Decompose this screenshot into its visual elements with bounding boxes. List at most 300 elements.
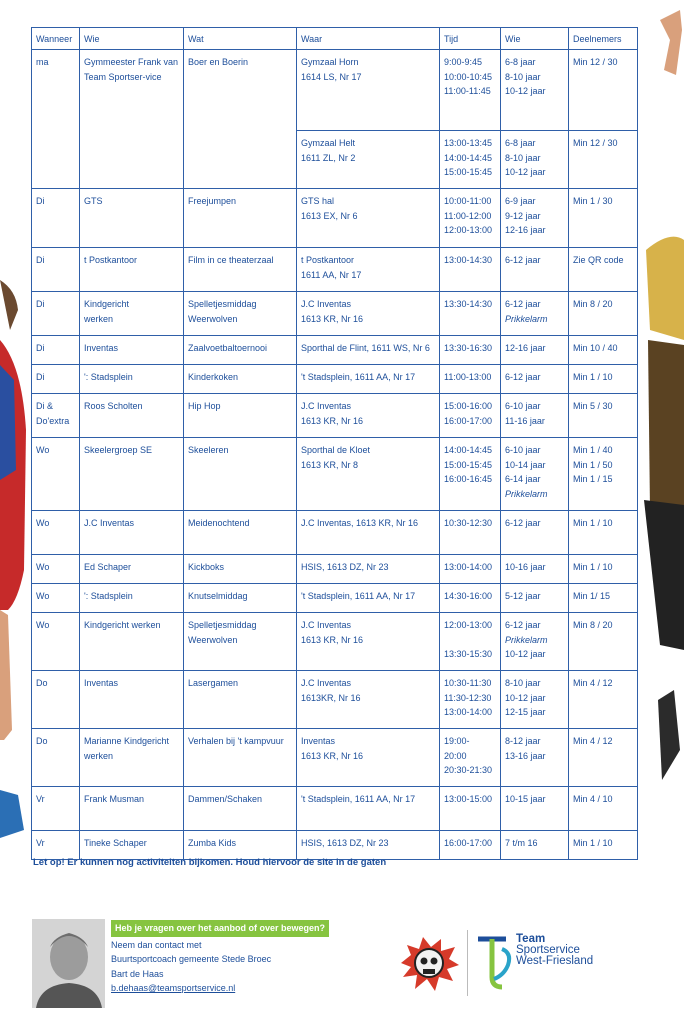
table-row: [32, 248, 638, 292]
table-row: [32, 671, 638, 729]
cell-waar: [297, 613, 440, 671]
deelnemers-text: Min 12 / 30: [573, 138, 618, 148]
cell-deelnemers: [569, 336, 638, 365]
deelnemers-text: Min 8 / 20: [573, 299, 613, 309]
cell-leeftijd: [501, 292, 569, 336]
cell-wie: [80, 365, 184, 394]
wat-text: Spelletjesmiddag: [188, 620, 257, 630]
cell-wanneer: [32, 292, 80, 336]
cell-wie: [80, 189, 184, 248]
cell-wanneer: [32, 365, 80, 394]
waar-text: t Postkantoor: [301, 255, 355, 265]
contact-line-2: Buurtsportcoach gemeente Stede Broec: [111, 954, 272, 964]
wie-text: Inventas: [84, 343, 119, 353]
deelnemers-text: Min 4 / 12: [573, 678, 613, 688]
waar-text: J.C Inventas: [301, 620, 352, 630]
cell-wie: [80, 511, 184, 555]
header-leeftijd: Wie: [501, 28, 569, 50]
cell-tijd: [440, 511, 501, 555]
cell-deelnemers: [569, 787, 638, 831]
leeftijd-text: 8-10 jaar: [505, 71, 541, 82]
cell-wanneer: [32, 555, 80, 584]
brand-line-3: West-Friesland: [516, 955, 594, 967]
cell-tijd: [440, 613, 501, 671]
cell-wie: [80, 50, 184, 189]
cell-waar: [297, 787, 440, 831]
wanneer-text: Do: [36, 678, 48, 688]
leeftijd-text: 6-8 jaar: [505, 57, 536, 67]
waar-text: Inventas: [301, 736, 336, 746]
tijd-text: 19:00-: [444, 736, 470, 746]
wat-text: Verhalen bij 't kampvuur: [188, 736, 284, 746]
tijd-text: 12:00-13:00: [444, 620, 493, 630]
cell-wat: [184, 292, 297, 336]
cell-wat: [184, 438, 297, 511]
tijd-text: 10:30-12:30: [444, 518, 493, 528]
deelnemers-text: Min 5 / 30: [573, 401, 613, 411]
table-row: [32, 584, 638, 613]
deelnemers-text: Zie QR code: [573, 255, 624, 265]
tijd-text: 13:00-14:00: [444, 562, 493, 572]
cell-wanneer: [32, 729, 80, 787]
cell-wie: [80, 336, 184, 365]
header-tijd: Tijd: [440, 28, 501, 50]
waar-text: Gymzaal Helt: [301, 138, 356, 148]
leeftijd-text: 6-14 jaar: [505, 474, 541, 484]
tijd-text: 16:00-17:00: [444, 415, 493, 426]
cell-deelnemers: [569, 50, 638, 131]
cell-wat: [184, 394, 297, 438]
leeftijd-text: 6-12 jaar: [505, 299, 541, 309]
cell-wat: [184, 365, 297, 394]
cell-tijd: [440, 584, 501, 613]
deelnemers-text: Min 1 / 10: [573, 838, 613, 848]
table-row: [32, 292, 638, 336]
waar-text: Sporthal de Kloet: [301, 445, 371, 455]
wanneer-text: Di: [36, 343, 45, 353]
waar-text: Sporthal de Flint, 1611 WS, Nr 6: [301, 343, 430, 353]
team-sportservice-logo-icon: [474, 933, 514, 993]
cell-leeftijd: [501, 189, 569, 248]
wie-text: Skeelergroep SE: [84, 445, 153, 455]
wanneer-text: Di &: [36, 401, 54, 411]
deelnemers-text: Min 1 / 40: [573, 445, 613, 455]
cell-wat: [184, 831, 297, 860]
leeftijd-text: 6-12 jaar: [505, 372, 541, 382]
cell-waar: [297, 555, 440, 584]
waar-text: J.C Inventas: [301, 401, 352, 411]
cell-leeftijd: [501, 729, 569, 787]
cell-wanneer: [32, 584, 80, 613]
wie-text: ': Stadsplein: [84, 372, 133, 382]
cell-tijd: [440, 365, 501, 394]
tijd-text: 10:00-10:45: [444, 71, 493, 82]
wie-text: Gymmeester Frank van Team Sportser-vice: [84, 57, 179, 82]
table-row: [32, 394, 638, 438]
cell-tijd: [440, 248, 501, 292]
cell-leeftijd: [501, 394, 569, 438]
leeftijd-text: 12-16 jaar: [505, 225, 546, 235]
leeftijd-text: 12-15 jaar: [505, 707, 546, 717]
tijd-text: 16:00-17:00: [444, 838, 493, 848]
cell-tijd: [440, 555, 501, 584]
waar-text: 't Stadsplein, 1611 AA, Nr 17: [301, 372, 416, 382]
cell-waar: [297, 248, 440, 292]
cell-wat: [184, 613, 297, 671]
waar-text: Gymzaal Horn: [301, 57, 359, 67]
cell-wie: [80, 555, 184, 584]
tijd-text: 15:00-15:45: [444, 459, 493, 470]
tijd-text: 14:00-14:45: [444, 152, 493, 163]
wat-text: Meidenochtend: [188, 518, 250, 528]
wanneer-text: Wo: [36, 620, 50, 630]
waar-text: 1613KR, Nr 16: [301, 692, 361, 703]
tijd-text: 20:00: [444, 750, 467, 761]
cell-waar: [297, 584, 440, 613]
table-row: [32, 787, 638, 831]
cell-leeftijd: [501, 248, 569, 292]
cell-leeftijd: [501, 336, 569, 365]
deelnemers-text: Min 4 / 12: [573, 736, 613, 746]
leeftijd-text: 6-10 jaar: [505, 445, 541, 455]
leeftijd-text: 5-12 jaar: [505, 591, 541, 601]
cell-wat: [184, 50, 297, 189]
wie-text: Tineke Schaper: [84, 838, 147, 848]
team-sportservice-logo-text: [516, 934, 593, 967]
cell-waar: [297, 365, 440, 394]
cell-wie: [80, 584, 184, 613]
waar-text: 1613 KR, Nr 8: [301, 459, 359, 470]
tijd-text: 13:00-15:00: [444, 794, 493, 804]
leeftijd-text: 10-14 jaar: [505, 459, 546, 470]
waar-text: 1611 ZL, Nr 2: [301, 152, 356, 163]
cell-tijd: [440, 831, 501, 860]
wanneer-text: Vr: [36, 794, 45, 804]
tijd-text: [444, 633, 496, 648]
wat-text: Zumba Kids: [188, 838, 237, 848]
wie-text: Marianne Kindgericht werken: [84, 736, 170, 761]
cell-wanneer: [32, 336, 80, 365]
cell-wie: [80, 394, 184, 438]
cell-deelnemers: [569, 189, 638, 248]
cell-wanneer: [32, 248, 80, 292]
cell-deelnemers: [569, 438, 638, 511]
tijd-text: 13:00-14:30: [444, 255, 493, 265]
cell-wanneer: [32, 613, 80, 671]
cell-wat: [184, 787, 297, 831]
deelnemers-text: Min 8 / 20: [573, 620, 613, 630]
waar-text: J.C Inventas: [301, 678, 352, 688]
cell-wie: [80, 729, 184, 787]
deelnemers-text: Min 12 / 30: [573, 57, 618, 67]
cell-tijd: [440, 336, 501, 365]
waar-text: 't Stadsplein, 1611 AA, Nr 17: [301, 794, 416, 804]
tijd-text: 20:30-21:30: [444, 765, 493, 775]
cell-deelnemers: [569, 555, 638, 584]
waar-text: 1614 LS, Nr 17: [301, 71, 362, 82]
wat-text: Knutselmiddag: [188, 591, 248, 601]
leeftijd-text: 10-12 jaar: [505, 167, 546, 177]
tijd-text: 16:00-16:45: [444, 474, 493, 484]
header-waar: Waar: [297, 28, 440, 50]
cell-wie: [80, 671, 184, 729]
tijd-text: 12:00-13:00: [444, 225, 493, 235]
cell-leeftijd: [501, 831, 569, 860]
wanneer-text: Wo: [36, 591, 50, 601]
waar-text: HSIS, 1613 DZ, Nr 23: [301, 838, 389, 848]
wie-text: Ed Schaper: [84, 562, 132, 572]
cell-leeftijd: [501, 613, 569, 671]
leeftijd-text: 10-16 jaar: [505, 562, 546, 572]
cell-wat: [184, 555, 297, 584]
wie-text: Inventas: [84, 678, 119, 688]
leeftijd-text: 6-12 jaar: [505, 255, 541, 265]
cell-wie: [80, 831, 184, 860]
wie-text: J.C Inventas: [84, 518, 135, 528]
leeftijd-text: 13-16 jaar: [505, 750, 546, 761]
wat-text: Hip Hop: [188, 401, 221, 411]
cell-tijd: [440, 671, 501, 729]
table-header-row: [32, 28, 638, 50]
wie-text: Kindgericht werken: [84, 620, 161, 630]
tijd-text: 10:00-11:00: [444, 196, 492, 206]
cell-waar: [297, 50, 440, 131]
table-row: [32, 831, 638, 860]
cell-deelnemers: [569, 511, 638, 555]
tijd-text: 13:00-13:45: [444, 138, 493, 148]
person-portrait-icon: [32, 919, 105, 1008]
wat-text: Kickboks: [188, 562, 225, 572]
table-row: [32, 336, 638, 365]
contact-name: Bart de Haas: [111, 968, 164, 979]
wanneer-text: Di: [36, 372, 45, 382]
deelnemers-text: Min 1 / 10: [573, 562, 613, 572]
wie-text: GTS: [84, 196, 103, 206]
cell-wanneer: [32, 671, 80, 729]
leeftijd-text: 10-12 jaar: [505, 86, 546, 96]
tijd-text: 14:30-16:00: [444, 591, 493, 601]
leeftijd-text: 7 t/m 16: [505, 838, 538, 848]
tijd-text: 11:00-13:00: [444, 372, 492, 382]
cell-tijd: [440, 787, 501, 831]
wat-text: Spelletjesmiddag: [188, 299, 257, 309]
wie-text: ': Stadsplein: [84, 591, 133, 601]
tijd-text: 11:30-12:30: [444, 692, 492, 703]
tijd-text: 11:00-11:45: [444, 86, 491, 96]
leeftijd-text: 6-8 jaar: [505, 138, 536, 148]
cell-leeftijd: [501, 511, 569, 555]
cell-wat: [184, 189, 297, 248]
cell-deelnemers: [569, 584, 638, 613]
wat-text: Dammen/Schaken: [188, 794, 263, 804]
cell-deelnemers: [569, 248, 638, 292]
cell-tijd: [440, 292, 501, 336]
wat-text: Lasergamen: [188, 678, 239, 688]
tijd-text: 13:30-15:30: [444, 649, 493, 659]
cell-wat: [184, 584, 297, 613]
wat-text: Skeeleren: [188, 445, 229, 455]
wanneer-text: Di: [36, 255, 45, 265]
cell-waar: [297, 831, 440, 860]
cell-waar: [297, 131, 440, 189]
tijd-text: 13:30-16:30: [444, 343, 493, 353]
deelnemers-text: Min 4 / 10: [573, 794, 613, 804]
table-row: [32, 511, 638, 555]
cell-deelnemers: [569, 831, 638, 860]
wie-text: Kindgericht: [84, 299, 130, 309]
cell-waar: [297, 671, 440, 729]
contact-email-link[interactable]: b.dehaas@teamsportservice.nl: [111, 983, 236, 993]
cell-leeftijd: [501, 671, 569, 729]
wanneer-text: Do: [36, 736, 48, 746]
tijd-text: 13:00-14:00: [444, 707, 493, 717]
wat-text: Film in ce theaterzaal: [188, 255, 274, 265]
tijd-text: 15:00-16:00: [444, 401, 493, 411]
cell-tijd: [440, 131, 501, 189]
wie-text: Frank Musman: [84, 794, 145, 804]
header-wat: Wat: [184, 28, 297, 50]
leeftijd-text: Prikkelarm: [505, 313, 548, 324]
leeftijd-text: 10-12 jaar: [505, 649, 546, 659]
cell-waar: [297, 292, 440, 336]
brand-line-2: Sportservice: [516, 944, 580, 956]
cell-waar: [297, 438, 440, 511]
waar-text: J.C Inventas, 1613 KR, Nr 16: [301, 518, 419, 528]
tijd-text: 10:30-11:30: [444, 678, 492, 688]
wat-text: Weerwolven: [188, 634, 238, 645]
cell-wat: [184, 248, 297, 292]
cell-leeftijd: [501, 584, 569, 613]
cell-leeftijd: [501, 787, 569, 831]
wanneer-text: Di: [36, 299, 45, 309]
wat-text: Freejumpen: [188, 196, 237, 206]
cell-wie: [80, 613, 184, 671]
cell-wanneer: [32, 394, 80, 438]
cell-tijd: [440, 50, 501, 131]
leeftijd-text: Prikkelarm: [505, 488, 548, 499]
leeftijd-text: 10-12 jaar: [505, 692, 546, 703]
notice-text: Let op! Er kunnen nog activiteiten bijkomen. Houd hiervoor de site in de gaten: [33, 857, 387, 868]
leeftijd-text: 10-15 jaar: [505, 794, 546, 804]
table-row: [32, 613, 638, 671]
deelnemers-text: Min 10 / 40: [573, 343, 618, 353]
wat-text: Weerwolven: [188, 313, 238, 324]
cell-wanneer: [32, 511, 80, 555]
table-row: [32, 555, 638, 584]
header-deelnemers: Deelnemers: [569, 28, 638, 50]
deelnemers-text: Min 1 / 10: [573, 372, 613, 382]
wat-text: Boer en Boerin: [188, 57, 249, 67]
cell-waar: [297, 394, 440, 438]
table-row: [32, 189, 638, 248]
deelnemers-text: Min 1 / 30: [573, 196, 613, 206]
waar-text: J.C Inventas: [301, 299, 352, 309]
athletes-right-image: [640, 0, 684, 790]
athlete-left-image: [0, 270, 28, 840]
cell-wanneer: [32, 831, 80, 860]
header-wie: Wie: [80, 28, 184, 50]
cell-deelnemers: [569, 671, 638, 729]
cell-deelnemers: [569, 613, 638, 671]
wat-text: Zaalvoetbaltoernooi: [188, 343, 268, 353]
cell-tijd: [440, 189, 501, 248]
contact-block: [111, 920, 329, 996]
wanneer-text: Wo: [36, 562, 50, 572]
tijd-text: 13:30-14:30: [444, 299, 493, 309]
tijd-text: 14:00-14:45: [444, 445, 493, 455]
cell-wat: [184, 729, 297, 787]
cell-wie: [80, 292, 184, 336]
cell-wat: [184, 336, 297, 365]
cell-deelnemers: [569, 131, 638, 189]
leeftijd-text: 6-12 jaar: [505, 518, 541, 528]
wanneer-text: ma: [36, 57, 49, 67]
waar-text: HSIS, 1613 DZ, Nr 23: [301, 562, 389, 572]
cell-wie: [80, 787, 184, 831]
wie-text: werken: [84, 313, 114, 324]
cell-deelnemers: [569, 394, 638, 438]
skull-mascot-logo-icon: [397, 933, 461, 995]
cell-leeftijd: [501, 50, 569, 131]
deelnemers-text: Min 1 / 50: [573, 459, 613, 470]
wie-text: t Postkantoor: [84, 255, 138, 265]
leeftijd-text: 6-10 jaar: [505, 401, 541, 411]
cell-wat: [184, 671, 297, 729]
logo-divider: [467, 930, 468, 996]
waar-text: 1613 KR, Nr 16: [301, 313, 364, 324]
waar-text: 't Stadsplein, 1611 AA, Nr 17: [301, 591, 416, 601]
cell-wanneer: [32, 438, 80, 511]
leeftijd-text: 11-16 jaar: [505, 415, 545, 426]
contact-line-1: Neem dan contact met: [111, 939, 202, 950]
cell-leeftijd: [501, 131, 569, 189]
wanneer-text: Di: [36, 196, 45, 206]
deelnemers-text: Min 1/ 15: [573, 591, 611, 601]
cell-tijd: [440, 438, 501, 511]
cell-wanneer: [32, 189, 80, 248]
cell-waar: [297, 336, 440, 365]
waar-text: GTS hal: [301, 196, 335, 206]
waar-text: 1613 KR, Nr 16: [301, 634, 364, 645]
contact-photo: [32, 919, 105, 1008]
leeftijd-text: 8-10 jaar: [505, 152, 541, 163]
leeftijd-text: Prikkelarm: [505, 634, 548, 645]
cell-deelnemers: [569, 292, 638, 336]
waar-text: 1611 AA, Nr 17: [301, 269, 362, 280]
waar-text: 1613 EX, Nr 6: [301, 210, 358, 221]
tijd-text: 15:00-15:45: [444, 167, 493, 177]
deelnemers-text: Min 1 / 10: [573, 518, 613, 528]
tijd-text: 9:00-9:45: [444, 57, 483, 67]
cell-wanneer: [32, 50, 80, 189]
cell-tijd: [440, 394, 501, 438]
leeftijd-text: 6-9 jaar: [505, 196, 536, 206]
deelnemers-text: Min 1 / 15: [573, 474, 613, 484]
cell-leeftijd: [501, 365, 569, 394]
wanneer-text: Wo: [36, 445, 50, 455]
table-row: [32, 50, 638, 131]
wanneer-text: Wo: [36, 518, 50, 528]
cell-waar: [297, 511, 440, 555]
cell-waar: [297, 729, 440, 787]
table-row: [32, 365, 638, 394]
table-row: [32, 438, 638, 511]
header-wanneer: Wanneer: [32, 28, 80, 50]
leeftijd-text: 8-12 jaar: [505, 736, 541, 746]
leeftijd-text: 9-12 jaar: [505, 210, 541, 221]
leeftijd-text: 8-10 jaar: [505, 678, 541, 688]
tijd-text: 11:00-12:00: [444, 210, 492, 221]
